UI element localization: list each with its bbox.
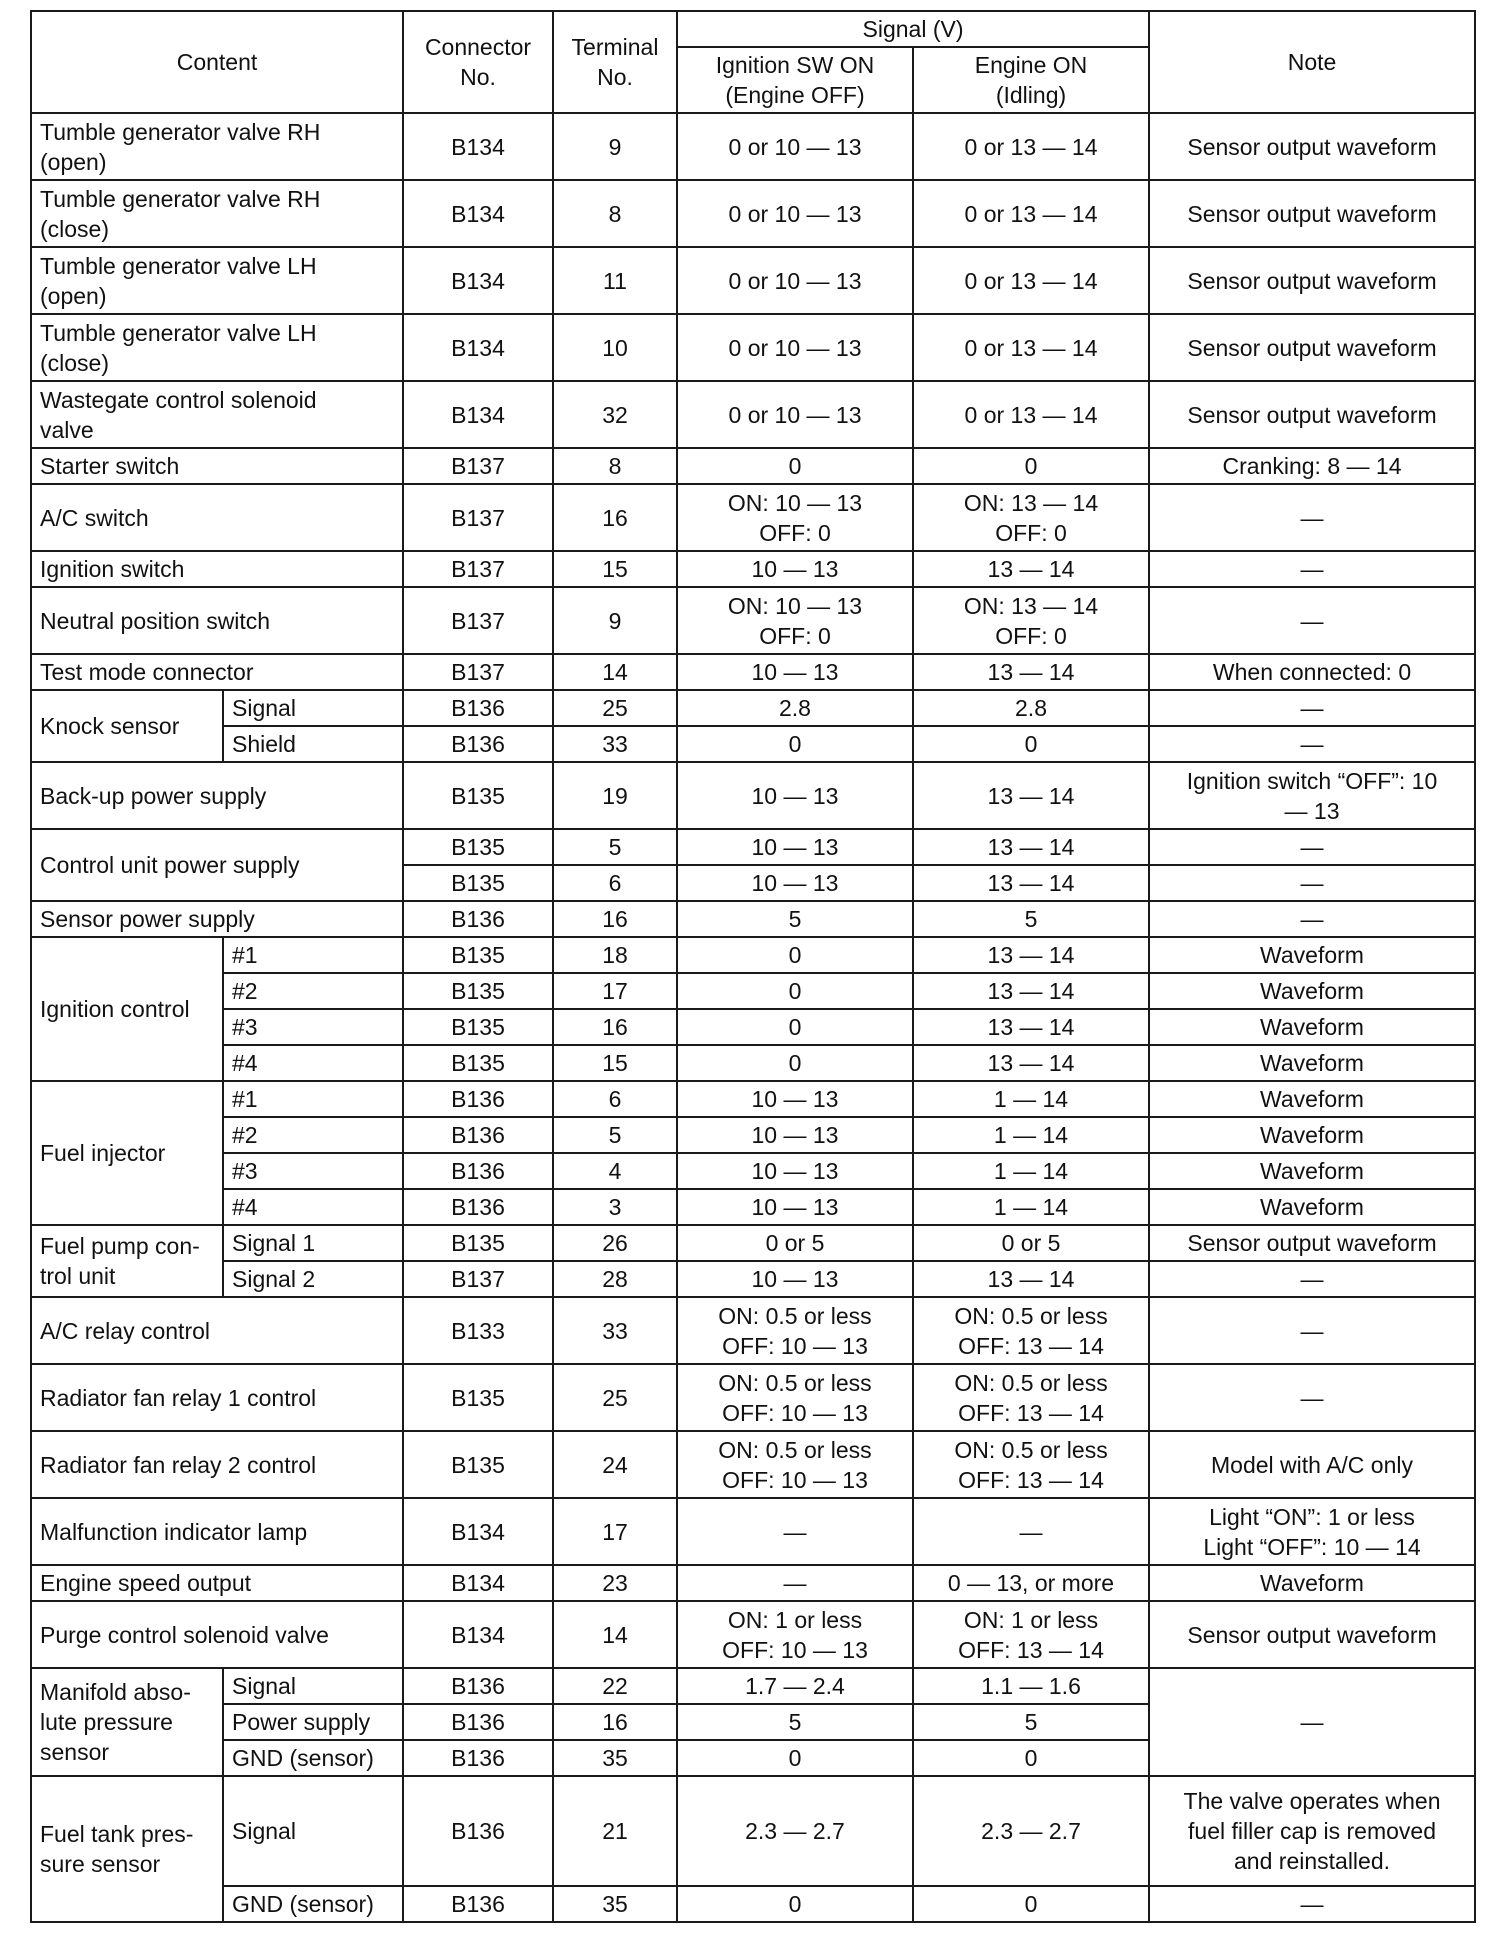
signal-engine-on-cell: ON: 13 — 14 OFF: 0 xyxy=(913,587,1149,654)
note-cell: Waveform xyxy=(1149,937,1475,973)
content-cell: Radiator fan relay 2 control xyxy=(31,1431,403,1498)
terminal-cell: 23 xyxy=(553,1565,677,1601)
signal-ignition-on-cell: ON: 10 — 13 OFF: 0 xyxy=(677,587,913,654)
signal-engine-on-cell: 13 — 14 xyxy=(913,762,1149,829)
sub-content-cell: #4 xyxy=(223,1189,403,1225)
table-row xyxy=(31,829,1475,865)
table-row xyxy=(31,180,1475,247)
terminal-cell: 10 xyxy=(553,314,677,381)
sub-content-cell: Power supply xyxy=(223,1704,403,1740)
signal-engine-on-cell: 0 xyxy=(913,1740,1149,1776)
table-row xyxy=(31,654,1475,690)
content-cell: Ignition control xyxy=(31,937,223,1081)
connector-cell: B136 xyxy=(403,1704,553,1740)
signal-engine-on-cell: 0 xyxy=(913,448,1149,484)
note-cell: Sensor output waveform xyxy=(1149,314,1475,381)
header-ignition-sw-on: Ignition SW ON (Engine OFF) xyxy=(677,47,913,113)
table-row xyxy=(31,937,1475,973)
terminal-cell: 24 xyxy=(553,1431,677,1498)
table-row xyxy=(31,1565,1475,1601)
table-body xyxy=(31,113,1475,1922)
signal-engine-on-cell: ON: 13 — 14 OFF: 0 xyxy=(913,484,1149,551)
connector-cell: B137 xyxy=(403,448,553,484)
note-cell: — xyxy=(1149,1297,1475,1364)
signal-engine-on-cell: 13 — 14 xyxy=(913,1009,1149,1045)
table-row xyxy=(31,1261,1475,1297)
signal-ignition-on-cell: 0 or 10 — 13 xyxy=(677,247,913,314)
signal-ignition-on-cell: 10 — 13 xyxy=(677,1081,913,1117)
table-row xyxy=(31,1081,1475,1117)
note-cell: — xyxy=(1149,1886,1475,1922)
signal-engine-on-cell: 2.8 xyxy=(913,690,1149,726)
terminal-cell: 8 xyxy=(553,448,677,484)
connector-cell: B136 xyxy=(403,901,553,937)
table-row xyxy=(31,1668,1475,1704)
terminal-cell: 9 xyxy=(553,587,677,654)
connector-cell: B135 xyxy=(403,1225,553,1261)
note-cell: — xyxy=(1149,484,1475,551)
table-row xyxy=(31,1045,1475,1081)
signal-ignition-on-cell: 0 xyxy=(677,1045,913,1081)
connector-cell: B135 xyxy=(403,829,553,865)
signal-engine-on-cell: 2.3 — 2.7 xyxy=(913,1776,1149,1886)
connector-cell: B135 xyxy=(403,937,553,973)
note-cell: The valve operates when fuel filler cap is removed and reinstalled. xyxy=(1149,1776,1475,1886)
signal-ignition-on-cell: 1.7 — 2.4 xyxy=(677,1668,913,1704)
signal-ignition-on-cell: ON: 0.5 or less OFF: 10 — 13 xyxy=(677,1431,913,1498)
connector-cell: B136 xyxy=(403,1081,553,1117)
note-cell: Sensor output waveform xyxy=(1149,1601,1475,1668)
note-cell: — xyxy=(1149,690,1475,726)
table-row xyxy=(31,484,1475,551)
note-cell: Sensor output waveform xyxy=(1149,247,1475,314)
connector-cell: B137 xyxy=(403,551,553,587)
signal-engine-on-cell: 13 — 14 xyxy=(913,551,1149,587)
table-row xyxy=(31,901,1475,937)
terminal-cell: 16 xyxy=(553,1009,677,1045)
connector-cell: B137 xyxy=(403,587,553,654)
sub-content-cell: Signal xyxy=(223,690,403,726)
table-row xyxy=(31,314,1475,381)
connector-cell: B135 xyxy=(403,1431,553,1498)
signal-ignition-on-cell: 10 — 13 xyxy=(677,829,913,865)
signal-engine-on-cell: ON: 1 or less OFF: 13 — 14 xyxy=(913,1601,1149,1668)
connector-cell: B136 xyxy=(403,690,553,726)
content-cell: Knock sensor xyxy=(31,690,223,762)
signal-engine-on-cell: 13 — 14 xyxy=(913,1261,1149,1297)
terminal-cell: 33 xyxy=(553,726,677,762)
note-cell: — xyxy=(1149,865,1475,901)
terminal-cell: 6 xyxy=(553,865,677,901)
signal-engine-on-cell: 0 or 13 — 14 xyxy=(913,381,1149,448)
table-row xyxy=(31,448,1475,484)
table-row xyxy=(31,1153,1475,1189)
connector-cell: B134 xyxy=(403,381,553,448)
content-cell: Fuel pump con- trol unit xyxy=(31,1225,223,1297)
signal-engine-on-cell: 5 xyxy=(913,901,1149,937)
table-row xyxy=(31,726,1475,762)
connector-cell: B136 xyxy=(403,1117,553,1153)
table-row xyxy=(31,762,1475,829)
note-cell: Sensor output waveform xyxy=(1149,113,1475,180)
terminal-cell: 5 xyxy=(553,1117,677,1153)
signal-ignition-on-cell: ON: 10 — 13 OFF: 0 xyxy=(677,484,913,551)
content-cell: Test mode connector xyxy=(31,654,403,690)
content-cell: Radiator fan relay 1 control xyxy=(31,1364,403,1431)
content-cell: Fuel tank pres- sure sensor xyxy=(31,1776,223,1922)
content-cell: Tumble generator valve RH (open) xyxy=(31,113,403,180)
connector-cell: B136 xyxy=(403,1189,553,1225)
note-cell: Waveform xyxy=(1149,1189,1475,1225)
header-terminal-no: Terminal No. xyxy=(553,11,677,113)
signal-ignition-on-cell: 0 xyxy=(677,1009,913,1045)
signal-ignition-on-cell: 10 — 13 xyxy=(677,1117,913,1153)
content-cell: Manifold abso- lute pressure sensor xyxy=(31,1668,223,1776)
signal-engine-on-cell: 1 — 14 xyxy=(913,1081,1149,1117)
signal-engine-on-cell: 13 — 14 xyxy=(913,829,1149,865)
table-header xyxy=(31,11,1475,113)
note-cell: Waveform xyxy=(1149,1117,1475,1153)
content-cell: Malfunction indicator lamp xyxy=(31,1498,403,1565)
connector-cell: B136 xyxy=(403,1153,553,1189)
content-cell: Fuel injector xyxy=(31,1081,223,1225)
sub-content-cell: Shield xyxy=(223,726,403,762)
table-row xyxy=(31,973,1475,1009)
signal-engine-on-cell: 5 xyxy=(913,1704,1149,1740)
signal-engine-on-cell: ON: 0.5 or less OFF: 13 — 14 xyxy=(913,1364,1149,1431)
terminal-cell: 18 xyxy=(553,937,677,973)
signal-engine-on-cell: 1 — 14 xyxy=(913,1153,1149,1189)
table-row xyxy=(31,1364,1475,1431)
table-row xyxy=(31,1297,1475,1364)
connector-cell: B135 xyxy=(403,865,553,901)
connector-cell: B135 xyxy=(403,1009,553,1045)
signal-ignition-on-cell: 0 or 10 — 13 xyxy=(677,113,913,180)
terminal-cell: 25 xyxy=(553,690,677,726)
terminal-cell: 14 xyxy=(553,1601,677,1668)
sub-content-cell: Signal 2 xyxy=(223,1261,403,1297)
terminal-cell: 3 xyxy=(553,1189,677,1225)
connector-cell: B136 xyxy=(403,1776,553,1886)
note-cell: Sensor output waveform xyxy=(1149,1225,1475,1261)
signal-ignition-on-cell: — xyxy=(677,1498,913,1565)
content-cell: Wastegate control solenoid valve xyxy=(31,381,403,448)
note-cell: Sensor output waveform xyxy=(1149,381,1475,448)
signal-ignition-on-cell: 0 xyxy=(677,937,913,973)
connector-cell: B135 xyxy=(403,1364,553,1431)
terminal-cell: 32 xyxy=(553,381,677,448)
signal-engine-on-cell: ON: 0.5 or less OFF: 13 — 14 xyxy=(913,1297,1149,1364)
sub-content-cell: GND (sensor) xyxy=(223,1886,403,1922)
terminal-cell: 22 xyxy=(553,1668,677,1704)
content-cell: Control unit power supply xyxy=(31,829,403,901)
note-cell: Waveform xyxy=(1149,1081,1475,1117)
terminal-cell: 8 xyxy=(553,180,677,247)
table-row xyxy=(31,1009,1475,1045)
terminal-cell: 25 xyxy=(553,1364,677,1431)
signal-ignition-on-cell: 0 or 10 — 13 xyxy=(677,381,913,448)
signal-engine-on-cell: 0 — 13, or more xyxy=(913,1565,1149,1601)
signal-ignition-on-cell: ON: 0.5 or less OFF: 10 — 13 xyxy=(677,1297,913,1364)
connector-cell: B137 xyxy=(403,484,553,551)
table-row xyxy=(31,1776,1475,1886)
sub-content-cell: #4 xyxy=(223,1045,403,1081)
signal-engine-on-cell: 0 or 5 xyxy=(913,1225,1149,1261)
signal-ignition-on-cell: 0 or 10 — 13 xyxy=(677,180,913,247)
terminal-cell: 28 xyxy=(553,1261,677,1297)
table-row xyxy=(31,247,1475,314)
terminal-cell: 16 xyxy=(553,484,677,551)
connector-cell: B134 xyxy=(403,1498,553,1565)
note-cell: — xyxy=(1149,1364,1475,1431)
connector-cell: B134 xyxy=(403,113,553,180)
signal-engine-on-cell: 13 — 14 xyxy=(913,654,1149,690)
connector-cell: B134 xyxy=(403,1565,553,1601)
signal-ignition-on-cell: 10 — 13 xyxy=(677,1189,913,1225)
terminal-cell: 14 xyxy=(553,654,677,690)
signal-engine-on-cell: 13 — 14 xyxy=(913,973,1149,1009)
signal-engine-on-cell: 0 or 13 — 14 xyxy=(913,247,1149,314)
signal-ignition-on-cell: 10 — 13 xyxy=(677,551,913,587)
terminal-cell: 15 xyxy=(553,1045,677,1081)
connector-cell: B136 xyxy=(403,1668,553,1704)
terminal-cell: 33 xyxy=(553,1297,677,1364)
terminal-cell: 6 xyxy=(553,1081,677,1117)
note-cell: — xyxy=(1149,587,1475,654)
note-cell: Sensor output waveform xyxy=(1149,180,1475,247)
content-cell: Tumble generator valve LH (close) xyxy=(31,314,403,381)
content-cell: A/C switch xyxy=(31,484,403,551)
signal-ignition-on-cell: 2.8 xyxy=(677,690,913,726)
header-content: Content xyxy=(31,11,403,113)
signal-ignition-on-cell: 10 — 13 xyxy=(677,1153,913,1189)
note-cell: Waveform xyxy=(1149,1045,1475,1081)
signal-ignition-on-cell: 0 xyxy=(677,448,913,484)
content-cell: Engine speed output xyxy=(31,1565,403,1601)
signal-ignition-on-cell: 5 xyxy=(677,1704,913,1740)
header-connector-no: Connector No. xyxy=(403,11,553,113)
note-cell: Model with A/C only xyxy=(1149,1431,1475,1498)
terminal-cell: 9 xyxy=(553,113,677,180)
note-cell: When connected: 0 xyxy=(1149,654,1475,690)
sub-content-cell: #2 xyxy=(223,973,403,1009)
sub-content-cell: Signal xyxy=(223,1776,403,1886)
sub-content-cell: #3 xyxy=(223,1153,403,1189)
table-row xyxy=(31,1117,1475,1153)
terminal-cell: 16 xyxy=(553,1704,677,1740)
signal-ignition-on-cell: 0 xyxy=(677,726,913,762)
signal-engine-on-cell: 0 or 13 — 14 xyxy=(913,314,1149,381)
note-cell: Cranking: 8 — 14 xyxy=(1149,448,1475,484)
signal-ignition-on-cell: 2.3 — 2.7 xyxy=(677,1776,913,1886)
connector-cell: B134 xyxy=(403,1601,553,1668)
header-engine-on: Engine ON (Idling) xyxy=(913,47,1149,113)
note-cell: — xyxy=(1149,726,1475,762)
connector-cell: B134 xyxy=(403,247,553,314)
note-cell: — xyxy=(1149,1261,1475,1297)
connector-cell: B135 xyxy=(403,762,553,829)
terminal-cell: 11 xyxy=(553,247,677,314)
connector-cell: B134 xyxy=(403,314,553,381)
signal-ignition-on-cell: ON: 0.5 or less OFF: 10 — 13 xyxy=(677,1364,913,1431)
signal-engine-on-cell: 0 xyxy=(913,1886,1149,1922)
signal-engine-on-cell: — xyxy=(913,1498,1149,1565)
content-cell: Tumble generator valve RH (close) xyxy=(31,180,403,247)
header-note: Note xyxy=(1149,11,1475,113)
terminal-cell: 19 xyxy=(553,762,677,829)
signal-ignition-on-cell: — xyxy=(677,1565,913,1601)
table-row xyxy=(31,1189,1475,1225)
sub-content-cell: GND (sensor) xyxy=(223,1740,403,1776)
note-cell: — xyxy=(1149,551,1475,587)
connector-cell: B136 xyxy=(403,726,553,762)
note-cell: — xyxy=(1149,1668,1475,1776)
table-row xyxy=(31,113,1475,180)
signal-engine-on-cell: 0 xyxy=(913,726,1149,762)
signal-ignition-on-cell: 0 or 10 — 13 xyxy=(677,314,913,381)
content-cell: Neutral position switch xyxy=(31,587,403,654)
signal-ignition-on-cell: 10 — 13 xyxy=(677,865,913,901)
terminal-cell: 35 xyxy=(553,1886,677,1922)
ecm-signal-table-sheet xyxy=(30,10,1474,1922)
content-cell: Starter switch xyxy=(31,448,403,484)
table-row xyxy=(31,1431,1475,1498)
signal-ignition-on-cell: 5 xyxy=(677,901,913,937)
sub-content-cell: #1 xyxy=(223,1081,403,1117)
terminal-cell: 26 xyxy=(553,1225,677,1261)
connector-cell: B137 xyxy=(403,654,553,690)
table-row xyxy=(31,1498,1475,1565)
note-cell: Light “ON”: 1 or less Light “OFF”: 10 — 14 xyxy=(1149,1498,1475,1565)
content-cell: A/C relay control xyxy=(31,1297,403,1364)
sub-content-cell: Signal xyxy=(223,1668,403,1704)
signal-engine-on-cell: 13 — 14 xyxy=(913,1045,1149,1081)
connector-cell: B133 xyxy=(403,1297,553,1364)
content-cell: Ignition switch xyxy=(31,551,403,587)
note-cell: — xyxy=(1149,901,1475,937)
terminal-cell: 35 xyxy=(553,1740,677,1776)
connector-cell: B134 xyxy=(403,180,553,247)
terminal-cell: 16 xyxy=(553,901,677,937)
signal-engine-on-cell: 1 — 14 xyxy=(913,1189,1149,1225)
terminal-cell: 17 xyxy=(553,973,677,1009)
sub-content-cell: #2 xyxy=(223,1117,403,1153)
note-cell: — xyxy=(1149,829,1475,865)
table-row xyxy=(31,551,1475,587)
note-cell: Waveform xyxy=(1149,973,1475,1009)
note-cell: Waveform xyxy=(1149,1009,1475,1045)
terminal-cell: 21 xyxy=(553,1776,677,1886)
terminal-cell: 17 xyxy=(553,1498,677,1565)
signal-engine-on-cell: 1 — 14 xyxy=(913,1117,1149,1153)
table-row xyxy=(31,1601,1475,1668)
content-cell: Back-up power supply xyxy=(31,762,403,829)
sub-content-cell: Signal 1 xyxy=(223,1225,403,1261)
content-cell: Purge control solenoid valve xyxy=(31,1601,403,1668)
connector-cell: B135 xyxy=(403,1045,553,1081)
signal-engine-on-cell: 1.1 — 1.6 xyxy=(913,1668,1149,1704)
signal-engine-on-cell: 13 — 14 xyxy=(913,865,1149,901)
sub-content-cell: #3 xyxy=(223,1009,403,1045)
signal-ignition-on-cell: 0 xyxy=(677,1740,913,1776)
table-row xyxy=(31,381,1475,448)
signal-engine-on-cell: 13 — 14 xyxy=(913,937,1149,973)
table-row xyxy=(31,587,1475,654)
ecm-signal-table xyxy=(30,10,1476,1923)
signal-ignition-on-cell: 0 xyxy=(677,1886,913,1922)
header-signal-v: Signal (V) xyxy=(677,11,1149,47)
note-cell: Waveform xyxy=(1149,1565,1475,1601)
terminal-cell: 4 xyxy=(553,1153,677,1189)
signal-ignition-on-cell: 10 — 13 xyxy=(677,1261,913,1297)
terminal-cell: 5 xyxy=(553,829,677,865)
connector-cell: B136 xyxy=(403,1886,553,1922)
connector-cell: B135 xyxy=(403,973,553,1009)
terminal-cell: 15 xyxy=(553,551,677,587)
table-row xyxy=(31,690,1475,726)
note-cell: Waveform xyxy=(1149,1153,1475,1189)
signal-ignition-on-cell: 0 or 5 xyxy=(677,1225,913,1261)
connector-cell: B136 xyxy=(403,1740,553,1776)
signal-ignition-on-cell: ON: 1 or less OFF: 10 — 13 xyxy=(677,1601,913,1668)
signal-ignition-on-cell: 10 — 13 xyxy=(677,654,913,690)
table-row xyxy=(31,1225,1475,1261)
connector-cell: B137 xyxy=(403,1261,553,1297)
signal-engine-on-cell: ON: 0.5 or less OFF: 13 — 14 xyxy=(913,1431,1149,1498)
table-row xyxy=(31,1886,1475,1922)
signal-ignition-on-cell: 10 — 13 xyxy=(677,762,913,829)
signal-ignition-on-cell: 0 xyxy=(677,973,913,1009)
sub-content-cell: #1 xyxy=(223,937,403,973)
content-cell: Sensor power supply xyxy=(31,901,403,937)
content-cell: Tumble generator valve LH (open) xyxy=(31,247,403,314)
note-cell: Ignition switch “OFF”: 10 — 13 xyxy=(1149,762,1475,829)
signal-engine-on-cell: 0 or 13 — 14 xyxy=(913,113,1149,180)
signal-engine-on-cell: 0 or 13 — 14 xyxy=(913,180,1149,247)
